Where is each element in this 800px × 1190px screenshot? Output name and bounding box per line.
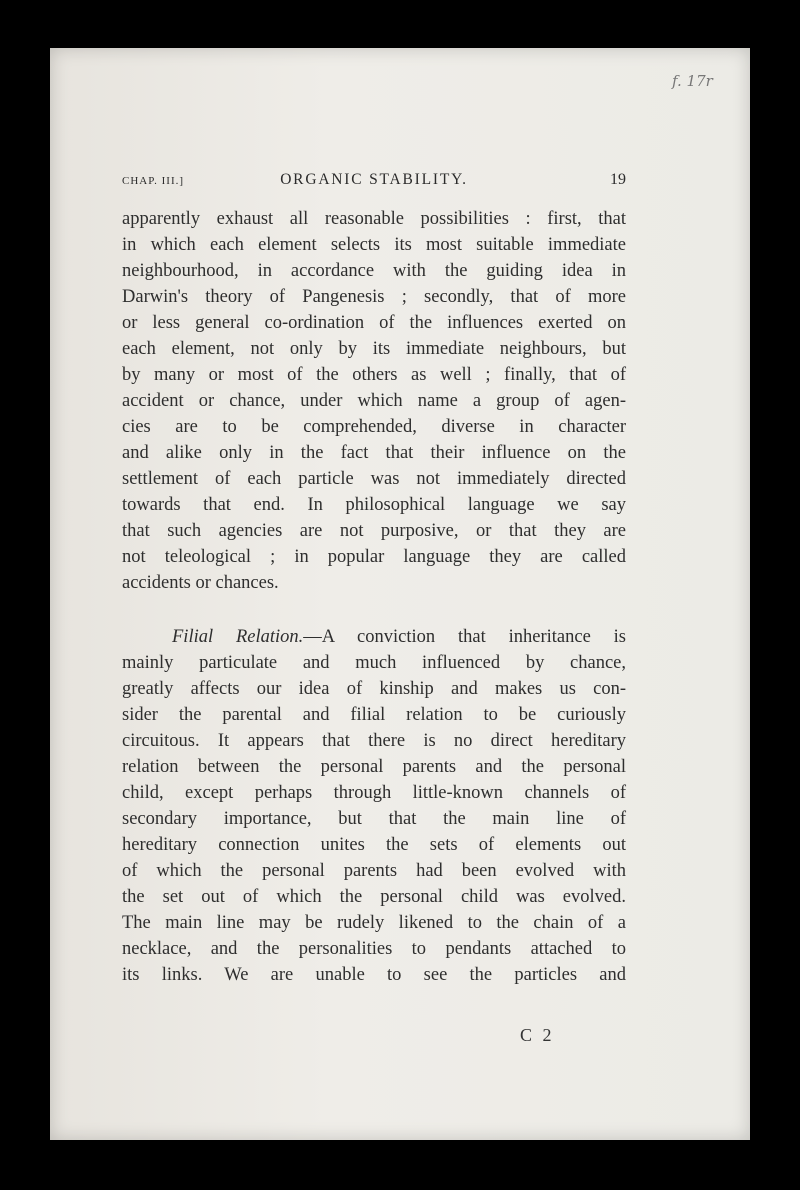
text-line: mainly particulate and much influenced by chance,	[122, 653, 626, 673]
text-line: of which the personal parents had been evolved with	[122, 861, 626, 881]
text-line: accidents or chances.	[122, 573, 279, 593]
text-line: cies are to be comprehended, diverse in character	[122, 417, 626, 437]
text-line: in which each element selects its most suitable immediate	[122, 235, 626, 255]
text-line	[172, 624, 626, 650]
text-line: secondary importance, but that the main line of	[122, 809, 626, 829]
text-line: relation between the personal parents and the personal	[122, 757, 626, 777]
page-number: 19	[610, 171, 626, 188]
text-line: child, except perhaps through little-known channels of	[122, 783, 626, 803]
text-line: apparently exhaust all reasonable possibilities : first, that	[122, 209, 626, 229]
text-line: its links. We are unable to see the particles and	[122, 965, 626, 985]
text-line: and alike only in the fact that their influence on the	[122, 443, 626, 463]
text-line: hereditary connection unites the sets of elements out	[122, 835, 626, 855]
text-line: or less general co-ordination of the influences exerted on	[122, 313, 626, 333]
text-line: greatly affects our idea of kinship and makes us con-	[122, 679, 626, 699]
text-line: accident or chance, under which name a group of agen-	[122, 391, 626, 411]
text-line: The main line may be rudely likened to the chain of a	[122, 913, 626, 933]
text-line: settlement of each particle was not immediately directed	[122, 469, 626, 489]
text-line: towards that end. In philosophical language we say	[122, 495, 626, 515]
text-line: sider the parental and filial relation to be curiously	[122, 705, 626, 725]
text-line: necklace, and the personalities to pendants attached to	[122, 939, 626, 959]
text-line: the set out of which the personal child was evolved.	[122, 887, 626, 907]
running-title: ORGANIC STABILITY.	[280, 171, 468, 188]
folio-annotation: f. 17r	[672, 72, 713, 90]
text-line: circuitous. It appears that there is no direct hereditary	[122, 731, 626, 751]
text-line: that such agencies are not purposive, or that they are	[122, 521, 626, 541]
text-line: neighbourhood, in accordance with the guiding idea in	[122, 261, 626, 281]
text-line: by many or most of the others as well ; finally, that of	[122, 365, 626, 385]
text-line: each element, not only by its immediate neighbours, but	[122, 339, 626, 359]
text-line: Darwin's theory of Pangenesis ; secondly, that of more	[122, 287, 626, 307]
chapter-label: CHAP. III.]	[122, 175, 185, 187]
signature-mark: C 2	[520, 1025, 555, 1045]
text-line: not teleological ; in popular language they are called	[122, 547, 626, 567]
text-span: —A conviction that inheritance is	[303, 627, 626, 647]
running-head	[122, 170, 626, 194]
section-heading: Filial Relation.	[172, 627, 304, 647]
